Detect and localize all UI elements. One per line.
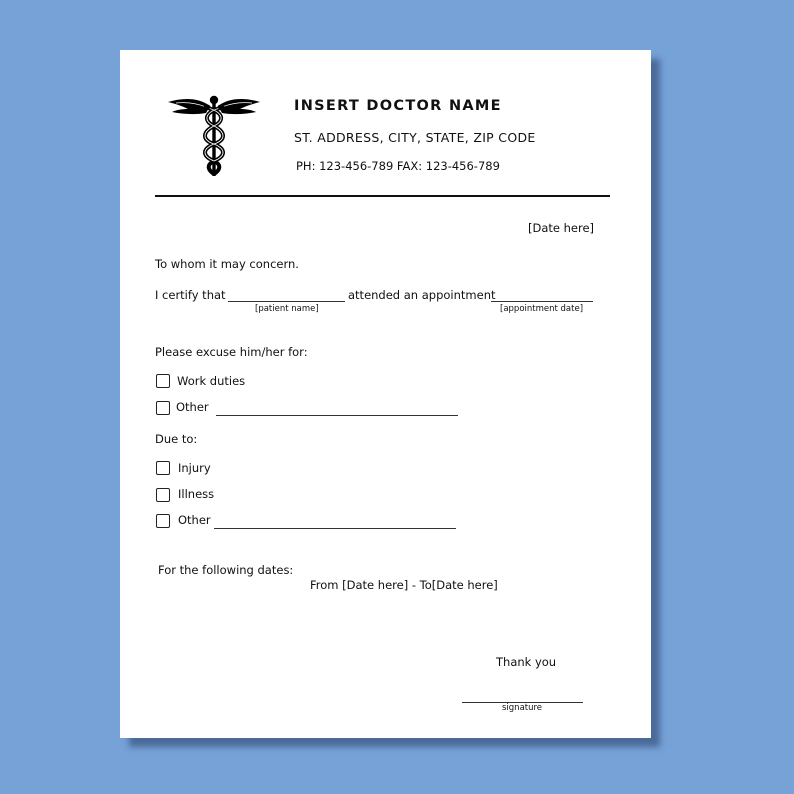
- letter-date[interactable]: [Date here]: [528, 221, 595, 235]
- due-other-checkbox[interactable]: [156, 514, 170, 528]
- illness-label: Illness: [178, 487, 215, 501]
- doctor-address: ST. ADDRESS, CITY, STATE, ZIP CODE: [294, 130, 536, 145]
- certify-prefix: I certify that: [155, 288, 226, 302]
- appointment-date-field[interactable]: [491, 301, 593, 302]
- certify-middle: attended an appointment: [348, 288, 496, 302]
- due-heading: Due to:: [155, 432, 198, 446]
- note-page: [120, 50, 651, 738]
- header-divider: [155, 195, 610, 197]
- date-range[interactable]: From [Date here] - To[Date here]: [310, 578, 498, 592]
- appointment-date-caption: [appointment date]: [500, 304, 584, 314]
- doctor-phone-fax: PH: 123-456-789 FAX: 123-456-789: [296, 159, 500, 173]
- dates-heading: For the following dates:: [158, 563, 294, 577]
- thank-you: Thank you: [496, 655, 557, 669]
- due-other-label: Other: [178, 513, 211, 527]
- caduceus-icon: [166, 94, 262, 180]
- patient-name-caption: [patient name]: [255, 304, 319, 314]
- excuse-heading: Please excuse him/her for:: [155, 345, 308, 359]
- illness-checkbox[interactable]: [156, 488, 170, 502]
- injury-checkbox[interactable]: [156, 461, 170, 475]
- doctor-name: INSERT DOCTOR NAME: [294, 98, 502, 114]
- work-duties-checkbox[interactable]: [156, 374, 170, 388]
- due-other-field[interactable]: [214, 528, 456, 529]
- work-duties-label: Work duties: [177, 374, 246, 388]
- injury-label: Injury: [178, 461, 211, 475]
- salutation: To whom it may concern.: [155, 257, 299, 271]
- signature-caption: signature: [502, 703, 543, 713]
- patient-name-field[interactable]: [228, 301, 345, 302]
- excuse-other-field[interactable]: [216, 415, 458, 416]
- excuse-other-label: Other: [176, 400, 209, 414]
- excuse-other-checkbox[interactable]: [156, 401, 170, 415]
